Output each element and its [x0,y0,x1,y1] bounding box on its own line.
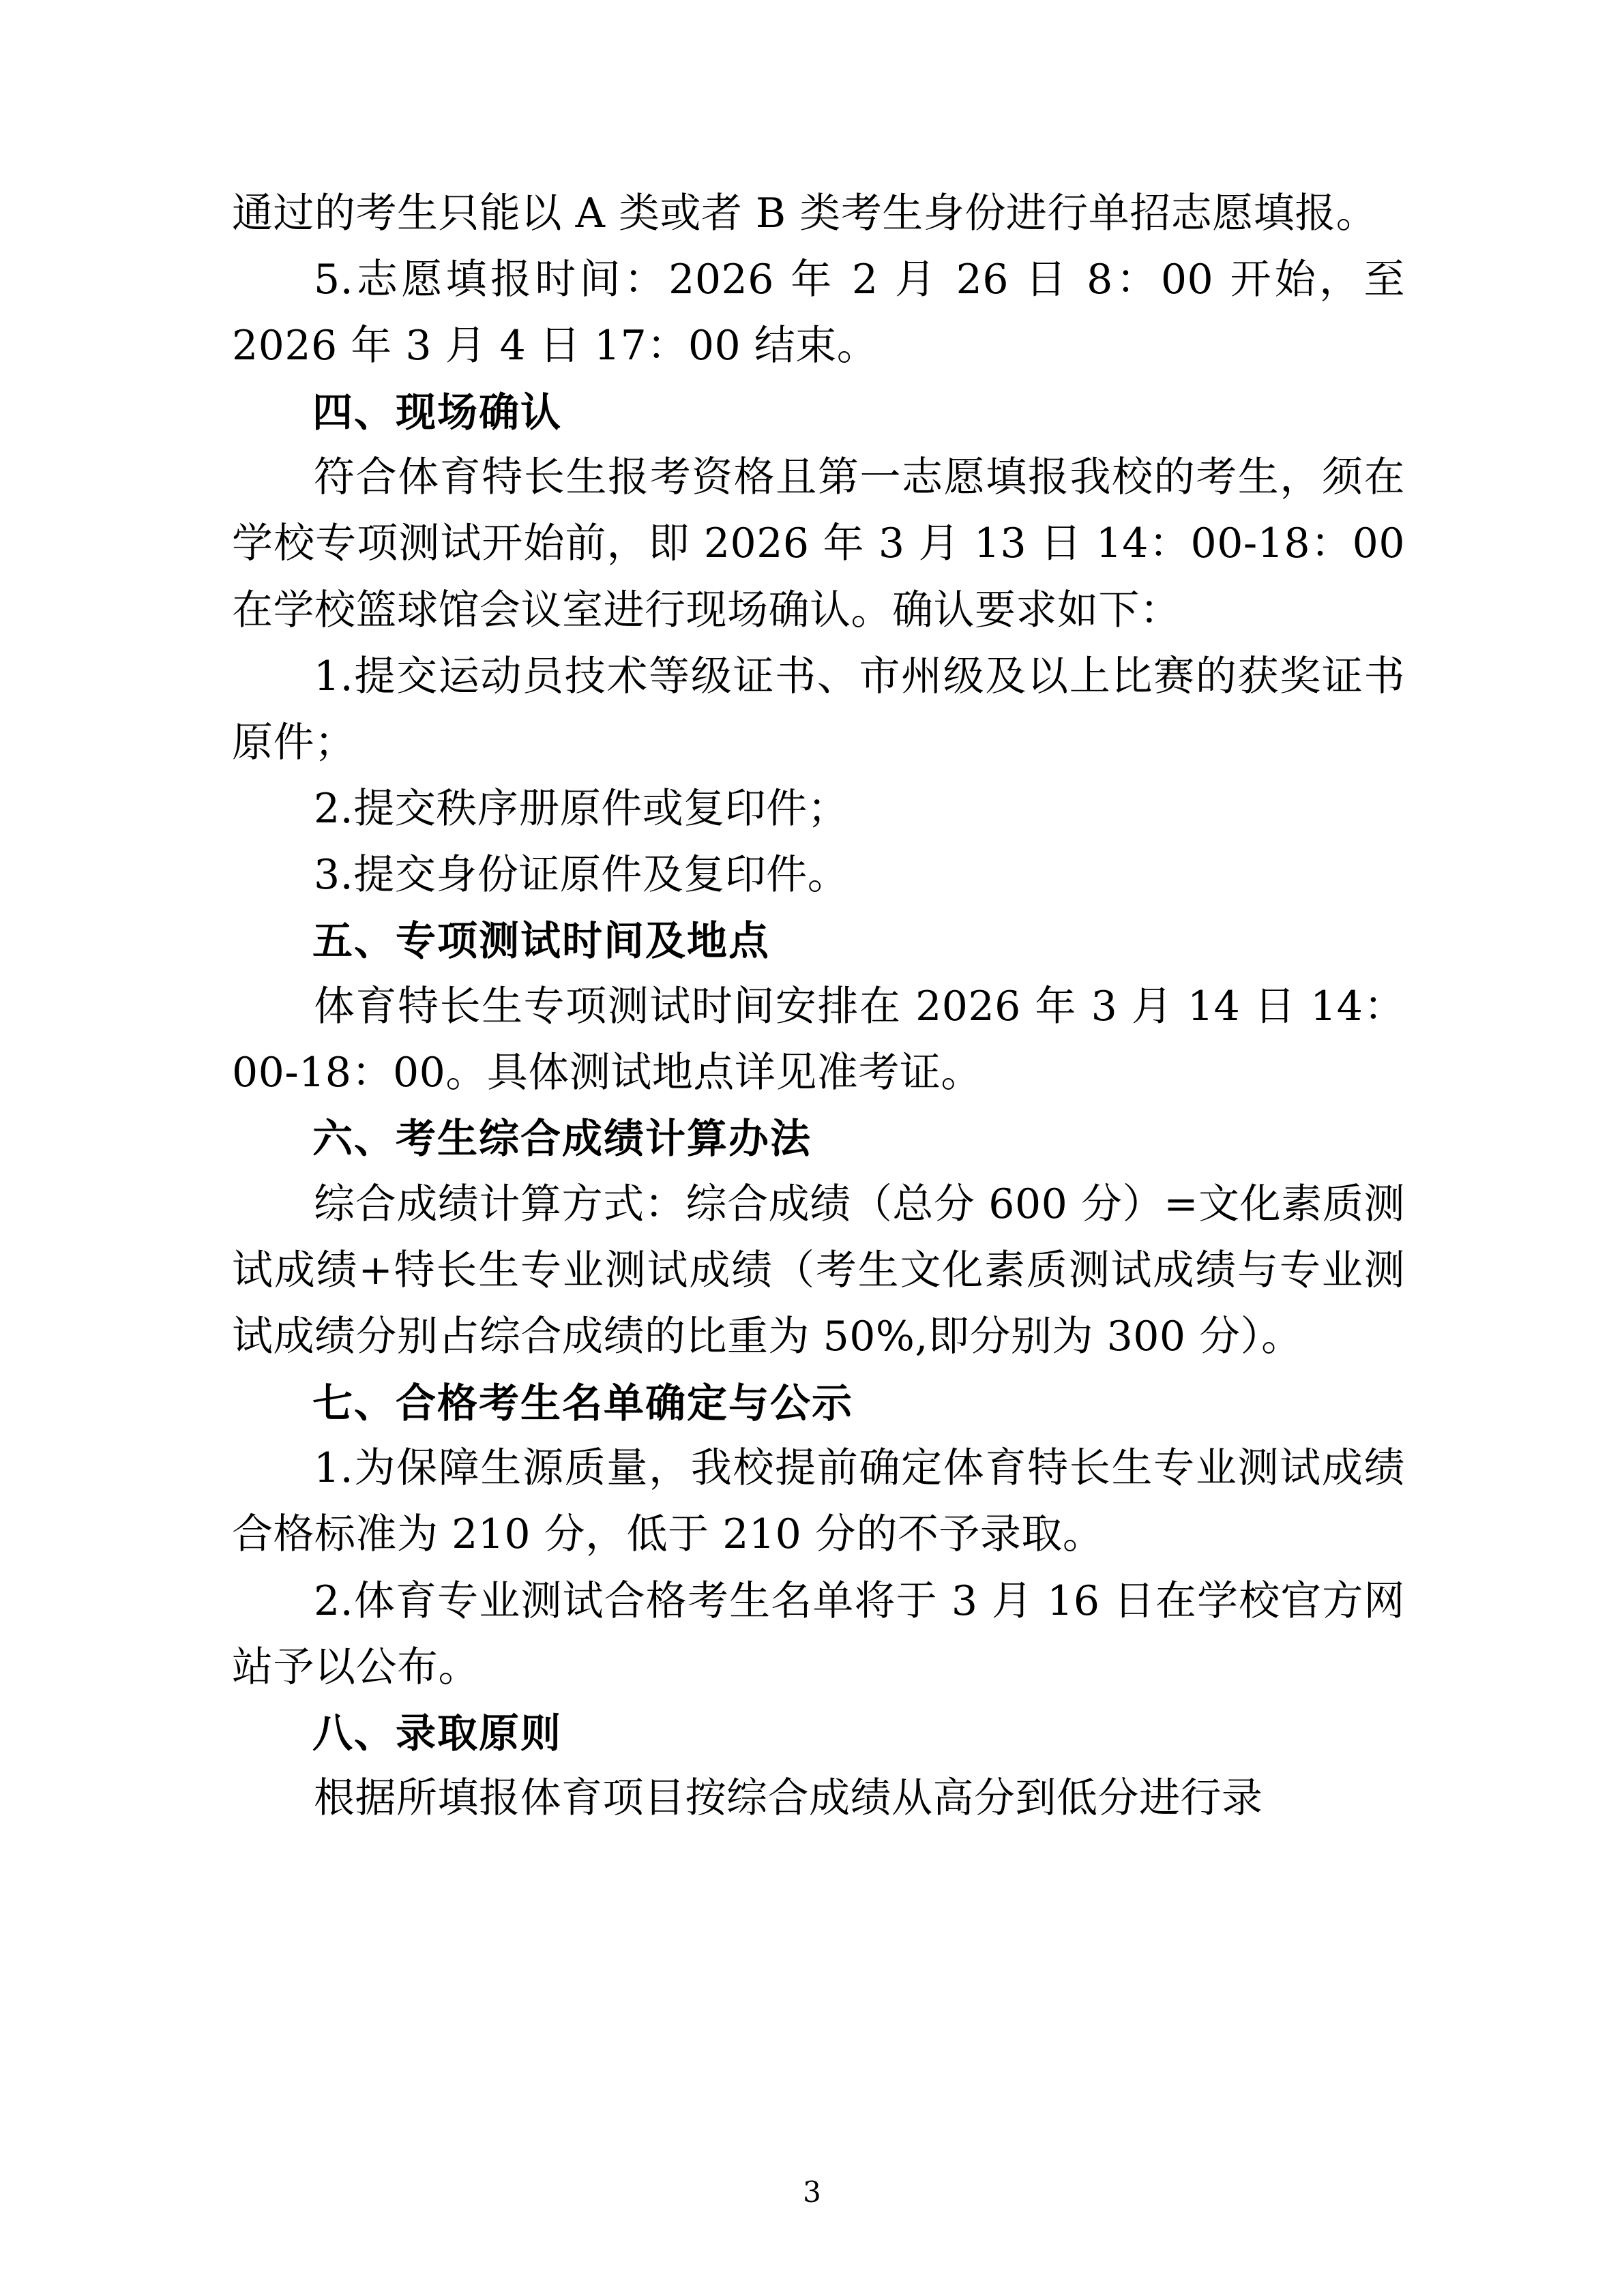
section-heading-six: 六、考生综合成绩计算办法 [312,1115,812,1163]
paragraph-requirement-1: 1.提交运动员技术等级证书、市州级及以上比赛的获奖证书原件； [232,652,1405,766]
section-heading-four: 四、现场确认 [312,388,563,436]
section-heading-five: 五、专项测试时间及地点 [312,917,771,965]
paragraph-item-5: 5.志愿填报时间：2026 年 2 月 26 日 8：00 开始，至 2026 年 3 月 4 日 17：00 结束。 [232,256,1405,370]
paragraph-qualify-2: 2.体育专业测试合格考生名单将于 3 月 16 日在学校官方网站予以公布。 [232,1577,1405,1691]
paragraph-qualify-1: 1.为保障生源质量，我校提前确定体育特长生专业测试成绩合格标准为 210 分，低于 210 分的不予录取。 [232,1444,1405,1559]
paragraph-test-time-place: 体育特长生专项测试时间安排在 2026 年 3 月 14 日 14：00-18：00。具体测试地点详见准考证。 [232,983,1405,1097]
document-body [232,181,1405,1832]
page-number: 3 [803,2175,821,2209]
paragraph-requirement-2: 2.提交秩序册原件或复印件； [314,785,849,833]
section-heading-seven: 七、合格考生名单确定与公示 [312,1379,854,1427]
section-heading-eight: 八、录取原则 [312,1709,563,1757]
paragraph-continuation: 通过的考生只能以 A 类或者 B 类考生身份进行单招志愿填报。 [232,190,1378,237]
paragraph-admission-principle: 根据所填报体育项目按综合成绩从高分到低分进行录 [314,1774,1263,1823]
paragraph-score-formula: 综合成绩计算方式：综合成绩（总分 600 分）=文化素质测试成绩+特长生专业测试成绩（考生文化素质测试成绩与专业测试成绩分别占综合成绩的比重为 50%,即分别为 300 分）。 [232,1180,1405,1361]
paragraph-requirement-3: 3.提交身份证原件及复印件。 [314,851,849,899]
paragraph-onsite-confirmation: 符合体育特长生报考资格且第一志愿填报我校的考生，须在学校专项测试开始前，即 2026 年 3 月 13 日 14：00-18：00 在学校篮球馆会议室进行现场确认。确认要求如下： [232,453,1405,634]
